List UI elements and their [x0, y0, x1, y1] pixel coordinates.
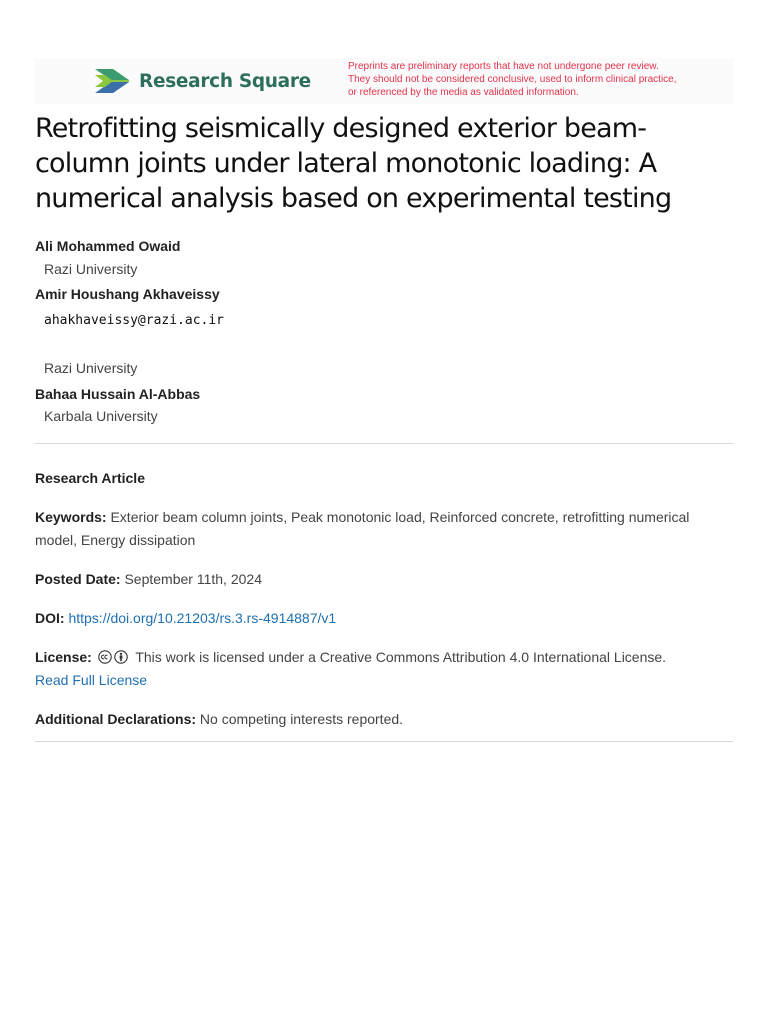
title-line: numerical analysis based on experimental testing [35, 183, 672, 214]
research-square-logo-icon [93, 66, 131, 96]
declarations-label: Additional Declarations: [35, 711, 197, 727]
title-line: Retrofitting seismically designed exterior beam- [35, 113, 647, 144]
posted-date-label: Posted Date: [35, 571, 121, 587]
preprint-notice [348, 60, 728, 99]
keywords-value: Exterior beam column joints, Peak monotonic load, Reinforced concrete, retrofitting numerical model, Energy dissipation [35, 509, 690, 548]
doi-link[interactable]: https://doi.org/10.21203/rs.3.rs-4914887/v1 [68, 610, 337, 626]
posted-date-value: September 11th, 2024 [124, 571, 262, 587]
author-name[interactable]: Ali Mohammed Owaid [35, 238, 181, 254]
author-affiliation: Razi University [44, 360, 138, 376]
keywords-label: Keywords: [35, 509, 107, 525]
paper-title [35, 111, 733, 216]
additional-declarations [35, 708, 735, 731]
posted-date [35, 568, 735, 591]
notice-line: Preprints are preliminary reports that have not undergone peer review. [348, 61, 659, 72]
license [35, 646, 735, 691]
brand-name: Research Square [139, 70, 311, 92]
author-email[interactable]: ahakhaveissy@razi.ac.ir [44, 313, 225, 328]
read-full-license-link[interactable]: Read Full License [35, 671, 148, 688]
license-icons [98, 650, 130, 664]
by-icon [114, 650, 128, 664]
article-type-label: Research Article [35, 470, 145, 486]
title-line: column joints under lateral monotonic loading: A [35, 148, 657, 179]
notice-line: They should not be considered conclusive, used to inform clinical practice, [348, 74, 677, 85]
article-type [35, 467, 735, 490]
license-label: License: [35, 649, 92, 665]
cc-icon [98, 650, 112, 664]
keywords [35, 506, 735, 551]
notice-line: or referenced by the media as validated information. [348, 87, 579, 98]
section-divider [35, 443, 733, 444]
declarations-value: No competing interests reported. [199, 711, 404, 727]
author-affiliation: Razi University [44, 261, 138, 277]
research-square-logo[interactable] [93, 64, 311, 98]
author-name[interactable]: Bahaa Hussain Al-Abbas [35, 386, 201, 402]
section-divider [35, 741, 733, 742]
license-text: This work is licensed under a Creative Commons Attribution 4.0 International License. [135, 649, 667, 665]
author-name[interactable]: Amir Houshang Akhaveissy [35, 286, 220, 302]
author-affiliation: Karbala University [44, 408, 158, 424]
doi [35, 607, 735, 630]
doi-label: DOI: [35, 610, 65, 626]
